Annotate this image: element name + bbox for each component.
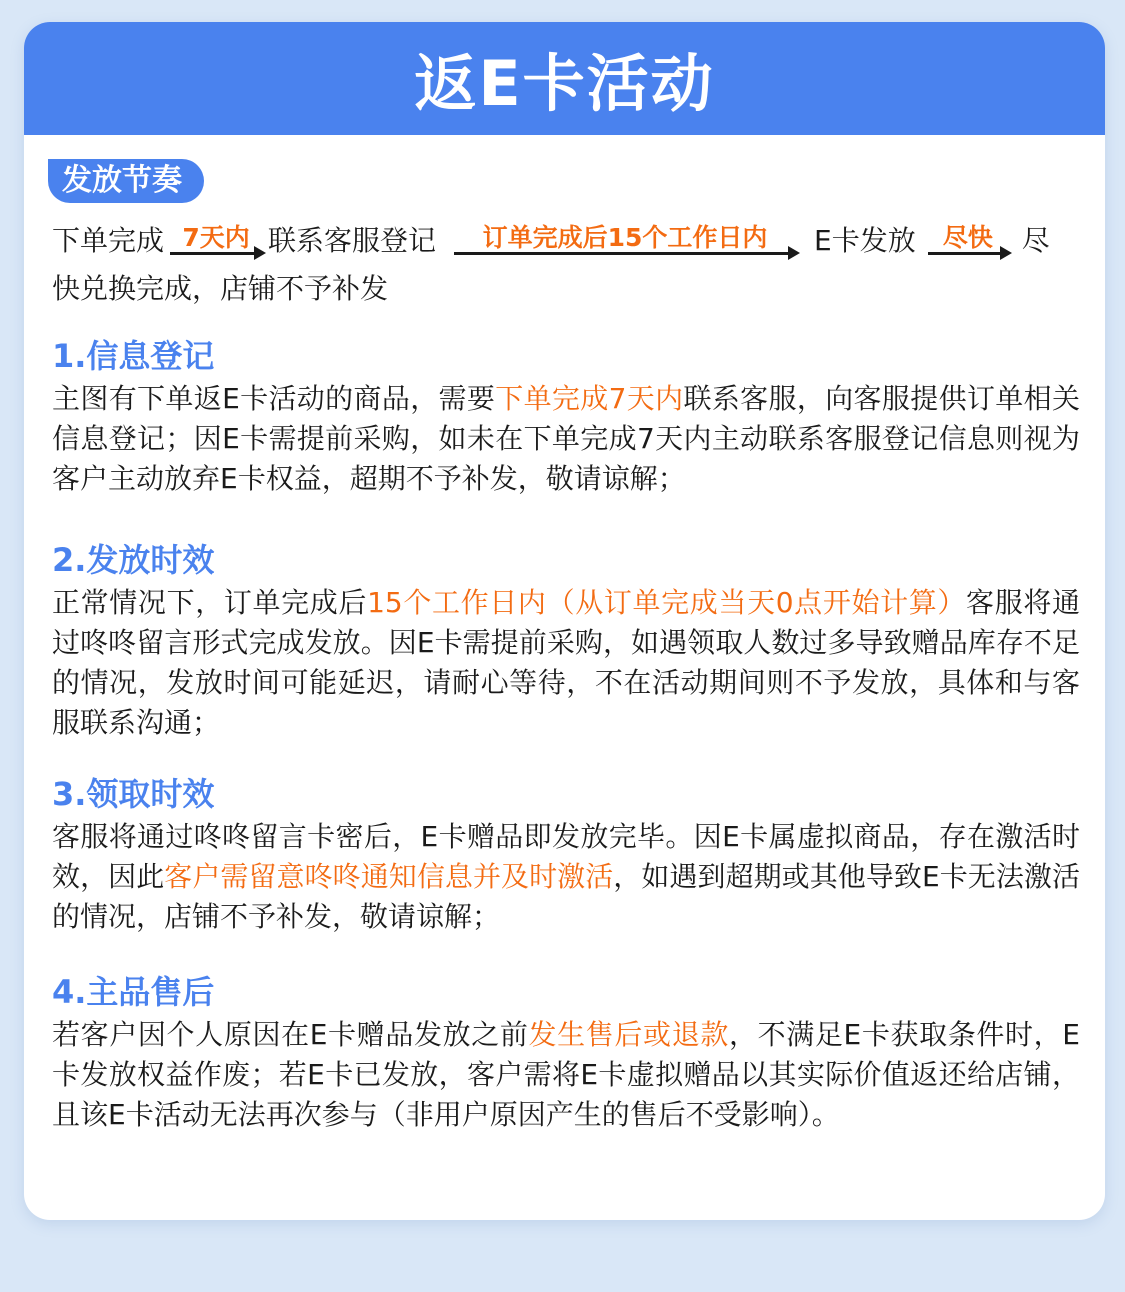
flow-arrow-3 bbox=[922, 217, 1014, 265]
page-title: 返E卡活动 bbox=[414, 47, 715, 120]
flow-line-1 bbox=[52, 217, 1077, 265]
flow-arrow-label: 7天内 bbox=[182, 223, 250, 252]
arrow-icon bbox=[170, 252, 262, 255]
section-body-timing bbox=[52, 583, 1080, 743]
section-body-claim bbox=[52, 817, 1080, 937]
highlight-text: 发生售后或退款 bbox=[528, 1018, 729, 1051]
arrow-icon bbox=[454, 252, 796, 255]
body-text: ，如遇到超期或其他导致E卡无法激活的情况，店铺不予补发，敬请谅解； bbox=[52, 860, 1080, 933]
flow-step-order-complete: 下单完成 bbox=[52, 224, 165, 257]
highlight-text: 下单完成7天内 bbox=[495, 382, 684, 415]
rhythm-pill: 发放节奏 bbox=[48, 159, 204, 203]
flow-arrow-2 bbox=[444, 217, 806, 265]
section-title-claim: 3.领取时效 bbox=[52, 775, 215, 813]
arrow-icon bbox=[928, 252, 1008, 255]
flow-arrow-label: 订单完成后15个工作日内 bbox=[482, 223, 768, 252]
section-title-registration: 1.信息登记 bbox=[52, 337, 215, 375]
body-text: 主图有下单返E卡活动的商品，需要 bbox=[52, 382, 496, 415]
body-text: 若客户因个人原因在E卡赠品发放之前 bbox=[52, 1018, 529, 1051]
section-body-registration bbox=[52, 379, 1080, 499]
flow-arrow-label: 尽快 bbox=[942, 223, 993, 252]
flow-step-redeem-start: 尽 bbox=[1021, 224, 1050, 257]
body-text: 正常情况下，订单完成后 bbox=[52, 586, 368, 619]
flow-step-contact-service: 联系客服登记 bbox=[268, 224, 437, 257]
flow-step-ecard-issue: E卡发放 bbox=[814, 224, 916, 257]
body-text: 客服将通过咚咚留言形式完成发放。因E卡需提前采购，如遇领取人数过多导致赠品库存不足的情况，发放时间可能延迟，请耐心等待，不在活动期间则不予发放，具体和与客服联系沟通； bbox=[52, 586, 1080, 739]
flow-line-2: 快兑换完成，店铺不予补发 bbox=[52, 272, 389, 305]
section-title-timing: 2.发放时效 bbox=[52, 541, 215, 579]
body-text: 客服将通过咚咚留言卡密后，E卡赠品即发放完毕。因E卡属虚拟商品，存在激活时效，因此 bbox=[52, 820, 1080, 893]
activity-card bbox=[24, 22, 1105, 1220]
highlight-text: 客户需留意咚咚通知信息并及时激活 bbox=[164, 860, 614, 893]
body-text: 联系客服，向客服提供订单相关信息登记；因E卡需提前采购，如未在下单完成7天内主动联系客服登记信息则视为客户主动放弃E卡权益，超期不予补发，敬请谅解； bbox=[52, 382, 1080, 495]
section-title-after-sales: 4.主品售后 bbox=[52, 973, 215, 1011]
body-text: ，不满足E卡获取条件时，E卡发放权益作废；若E卡已发放，客户需将E卡虚拟赠品以其实际价值返还给店铺，且该E卡活动无法再次参与（非用户原因产生的售后不受影响）。 bbox=[52, 1018, 1080, 1131]
rhythm-flow bbox=[52, 217, 1077, 313]
section-body-after-sales bbox=[52, 1015, 1080, 1135]
header-banner bbox=[24, 22, 1105, 135]
flow-arrow-1 bbox=[166, 217, 266, 265]
highlight-text: 15个工作日内（从订单完成当天0点开始计算） bbox=[367, 586, 967, 619]
